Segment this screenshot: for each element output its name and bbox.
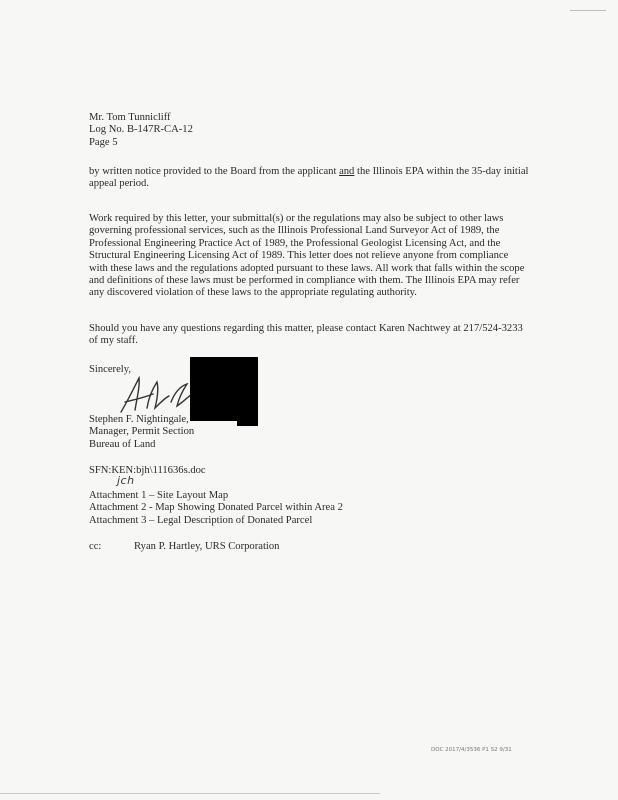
recipient-name: Mr. Tom Tunnicliff bbox=[89, 112, 171, 123]
signer-title: Manager, Permit Section bbox=[89, 426, 195, 438]
document-stamp: DOC 2017/4/3536 P1 S2 9/31 bbox=[431, 747, 512, 753]
professional-services-paragraph: Work required by this letter, your submittal(s) or the regulations may also be subject to other laws governing professional services, such as the Illinois Professional Land Surveyor Act of 1989, the Professional Engineering Practice Act of 1989, the Professional Geologist Licensing Act, and the Structural Engineering Licensing Act of 1989. This letter does not relieve anyone from compliance with these laws and the regulations adopted pursuant to these laws. All work that falls within the scope and definitions of these laws must be performed in compliance with them. The Illinois EPA may refer any discovered violation of these laws to the appropriate regulating authority. bbox=[89, 213, 525, 299]
top-edge-mark bbox=[570, 10, 606, 11]
signer-block bbox=[89, 414, 194, 451]
signer-name: Stephen F. Nightingale, bbox=[89, 414, 189, 425]
appeal-text-end: the Illinois EPA within the 35-day initial appeal period. bbox=[89, 166, 529, 190]
redaction-block-small bbox=[237, 414, 258, 426]
bottom-edge-mark bbox=[0, 793, 380, 794]
cc-label: cc: bbox=[89, 541, 102, 552]
cc-recipient: Ryan P. Hartley, URS Corporation bbox=[134, 541, 280, 552]
log-number: Log No. B-147R-CA-12 bbox=[89, 124, 193, 136]
appeal-text-and: and bbox=[339, 166, 355, 177]
redaction-block bbox=[190, 357, 258, 421]
appeal-paragraph bbox=[89, 166, 529, 191]
contact-paragraph: Should you have any questions regarding this matter, please contact Karen Nachtwey at 217/524-3233 of my staff. bbox=[89, 323, 523, 347]
reference-initials: SFN:KEN:bjh\111636s.doc bbox=[89, 465, 206, 476]
cc-row bbox=[89, 541, 279, 553]
page-number: Page 5 bbox=[89, 136, 118, 148]
attachment-item: Attachment 3 – Legal Description of Donated Parcel bbox=[89, 514, 313, 526]
closing-salutation: Sincerely, bbox=[89, 364, 131, 375]
appeal-text-start: by written notice provided to the Board from the applicant bbox=[89, 166, 340, 177]
attachments-list bbox=[89, 490, 343, 527]
attachment-item: Attachment 1 – Site Layout Map bbox=[89, 490, 229, 501]
attachment-item: Attachment 2 - Map Showing Donated Parcel within Area 2 bbox=[89, 502, 343, 514]
signer-bureau: Bureau of Land bbox=[89, 438, 156, 450]
handwritten-initials: jch bbox=[117, 474, 135, 487]
letter-header bbox=[89, 112, 193, 149]
